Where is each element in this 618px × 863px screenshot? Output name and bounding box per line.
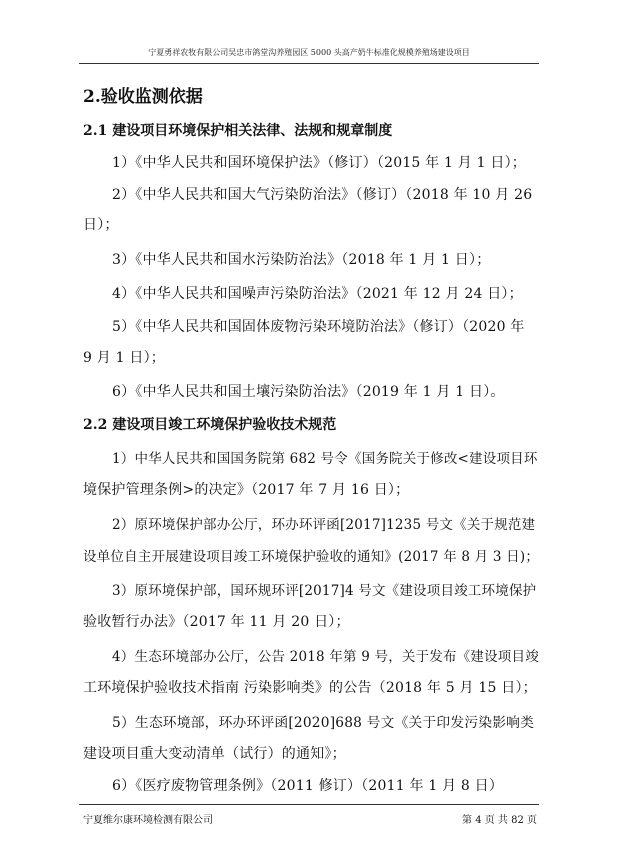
spec-item-2: 2）原环境保护部办公厅，环办环评函[2017]1235 号文《关于规范建 (112, 517, 536, 533)
law-item-2: 2）《中华人民共和国大气污染防治法》（修订）（2018 年 10 月 26 (112, 187, 533, 203)
footer-divider (79, 804, 539, 805)
spec-item-3: 3）原环境保护部，国环规环评[2017]4 号文《建设项目竣工环境保护 (112, 583, 537, 599)
law-item-4: 4）《中华人民共和国噪声污染防治法》（2021 年 12 月 24 日）； (112, 286, 523, 302)
spec-item-1-cont: 境保护管理条例>的决定》（2017 年 7 月 16 日）； (83, 482, 410, 498)
section-title: 2.验收监测依据 (83, 87, 203, 107)
law-item-2-cont: 日）； (83, 217, 119, 233)
spec-item-5: 5）生态环境部，环办环评函[2020]688 号文《关于印发污染影响类 (112, 715, 535, 731)
spec-item-4-cont: 工环境保护验收技术指南 污染影响类》的公告（2018 年 5 月 15 日）； (83, 680, 537, 696)
subsection-title-2-2: 2.2 建设项目竣工环境保护验收技术规范 (83, 417, 337, 433)
spec-item-4: 4）生态环境部办公厅，公告 2018 年第 9 号，关于发布《建设项目竣 (112, 649, 539, 665)
spec-item-5-cont: 建设项目重大变动清单（试行）的通知》； (83, 746, 346, 762)
footer-company: 宁夏维尔康环境检测有限公司 (83, 815, 213, 826)
law-item-5: 5）《中华人民共和国固体废物污染环境防治法》（修订）（2020 年 (112, 319, 525, 335)
spec-item-2-cont: 设单位自主开展建设项目竣工环境保护验收的通知》(2017 年 8 月 3 日)； (83, 549, 540, 565)
spec-item-3-cont: 验收暂行办法》（2017 年 11 月 20 日）； (83, 614, 350, 630)
page-header: 宁夏勇祥农牧有限公司吴忠市鸽堂沟养殖园区 5000 头高产奶牛标准化规模养殖场建设项目 (148, 48, 470, 57)
footer-page-number: 第 4 页 共 82 页 (462, 815, 537, 826)
law-item-1: 1）《中华人民共和国环境保护法》（修订）（2015 年 1 月 1 日）； (112, 155, 526, 171)
law-item-3: 3）《中华人民共和国水污染防治法》（2018 年 1 月 1 日）； (112, 252, 491, 268)
law-item-6: 6）《中华人民共和国土壤污染防治法》（2019 年 1 月 1 日）。 (112, 384, 505, 400)
subsection-title-2-1: 2.1 建设项目环境保护相关法律、法规和规章制度 (83, 123, 393, 139)
header-divider (79, 63, 539, 64)
spec-item-1: 1）中华人民共和国国务院第 682 号令《国务院关于修改<建设项目环 (112, 451, 538, 467)
spec-item-6: 6）《医疗废物管理条例》（2011 修订）（2011 年 1 月 8 日） (112, 778, 504, 794)
law-item-5-cont: 9 月 1 日）； (83, 350, 165, 366)
